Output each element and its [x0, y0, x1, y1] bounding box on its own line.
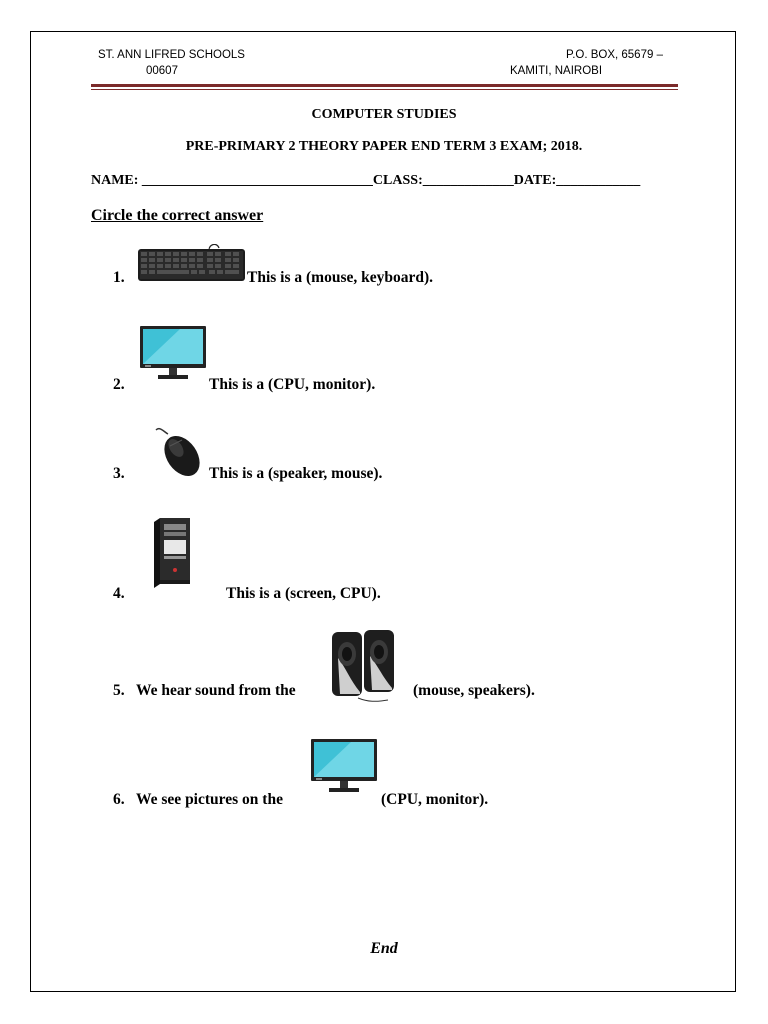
exam-subtitle: PRE-PRIMARY 2 THEORY PAPER END TERM 3 EXAM; 2018.	[185, 139, 583, 154]
cpu-tower-icon	[150, 518, 194, 590]
location: KAMITI, NAIROBI	[510, 65, 603, 77]
question-number: 5.	[113, 682, 125, 699]
question-text: This is a (CPU, monitor).	[209, 376, 376, 393]
school-name: ST. ANN LIFRED SCHOOLS	[98, 49, 245, 61]
question-text-prefix: We hear sound from the	[136, 682, 296, 699]
monitor-icon	[311, 739, 377, 793]
keyboard-icon	[137, 244, 247, 284]
question-text: (mouse, speakers).	[413, 682, 535, 699]
instruction: Circle the correct answer	[91, 207, 264, 224]
monitor-icon	[140, 326, 206, 380]
school-code: 00607	[146, 65, 178, 77]
question-text: This is a (speaker, mouse).	[209, 465, 383, 482]
header-rule-thin	[91, 89, 678, 90]
student-fields-line: NAME: _________________________________CLASS:_____________DATE:____________	[91, 173, 641, 188]
speakers-icon	[328, 628, 410, 702]
question-text-prefix: We see pictures on the	[136, 791, 283, 808]
end-marker: End	[370, 940, 398, 957]
question-text: (CPU, monitor).	[381, 791, 489, 808]
question-number: 3.	[113, 465, 125, 482]
question-number: 6.	[113, 791, 125, 808]
header-rule-thick	[91, 84, 678, 87]
exam-subject-title: COMPUTER STUDIES	[311, 107, 457, 122]
question-text: This is a (screen, CPU).	[226, 585, 381, 602]
school-address-block	[510, 47, 663, 79]
po-box: P.O. BOX, 65679 –	[566, 49, 663, 61]
school-name-block	[98, 47, 245, 79]
question-number: 4.	[113, 585, 125, 602]
question-text: This is a (mouse, keyboard).	[247, 269, 434, 286]
question-number: 1.	[113, 269, 125, 286]
mouse-icon	[148, 424, 204, 480]
question-number: 2.	[113, 376, 125, 393]
